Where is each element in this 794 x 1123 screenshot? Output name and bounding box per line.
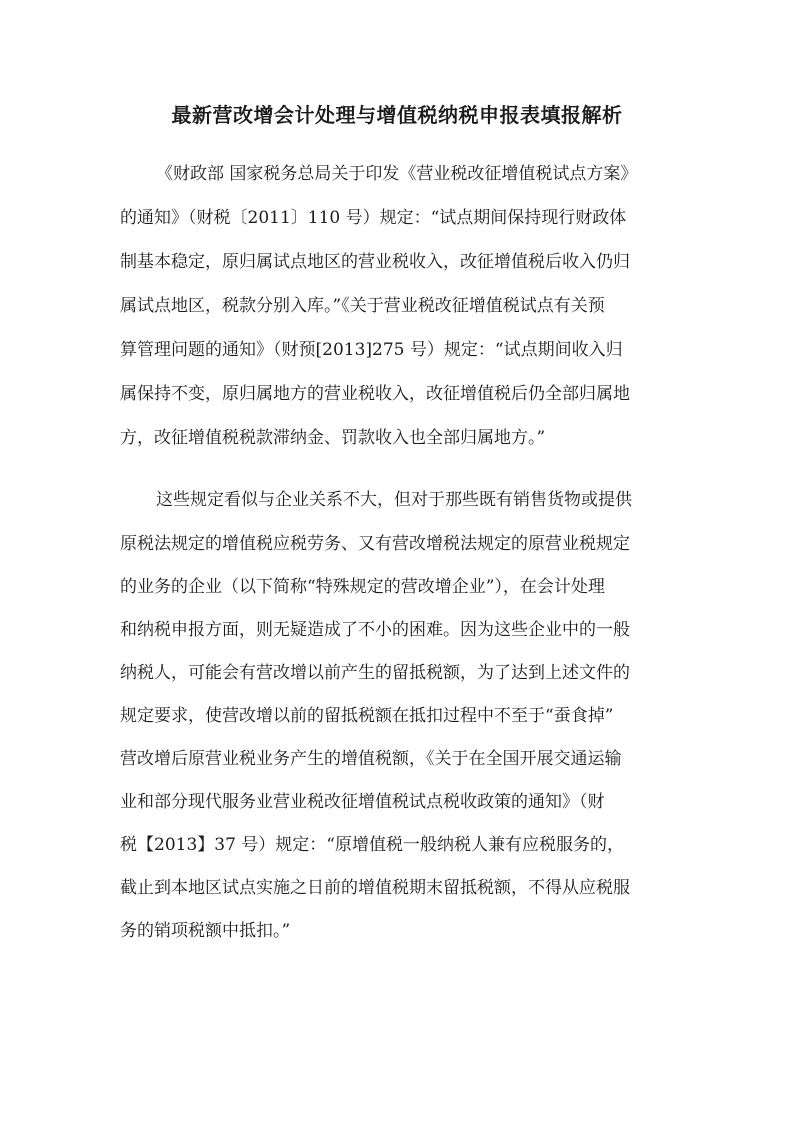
paragraph-2-line-2: 原税法规定的增值税应税劳务、又有营改增税法规定的原营业税规定: [120, 534, 630, 554]
paragraph-2-line-11: 务的销项税额中抵扣。”: [120, 921, 291, 941]
paragraph-2-line-1: 这些规定看似与企业关系不大，但对于那些既有销售货物或提供: [156, 490, 632, 510]
paragraph-2-line-4: 和纳税申报方面，则无疑造成了不小的困难。因为这些企业中的一般: [120, 620, 630, 640]
paragraph-1-line-7: 方，改征增值税税款滞纳金、罚款收入也全部归属地方。”: [120, 428, 546, 448]
document-title: 最新营改增会计处理与增值税纳税申报表填报解析: [171, 103, 623, 127]
paragraph-1-line-6: 属保持不变，原归属地方的营业税收入，改征增值税后仍全部归属地: [120, 384, 630, 404]
paragraph-1-line-2: 的通知》（财税〔2011〕110 号）规定：“试点期间保持现行财政体: [120, 208, 627, 228]
paragraph-2-line-7: 营改增后原营业税业务产生的增值税额，《关于在全国开展交通运输: [120, 749, 622, 769]
paragraph-2-line-3: 的业务的企业（以下简称“特殊规定的营改增企业”），在会计处理: [120, 577, 605, 597]
paragraph-2-line-10: 截止到本地区试点实施之日前的增值税期末留抵税额，不得从应税服: [120, 878, 630, 898]
paragraph-2-line-8: 业和部分现代服务业营业税改征增值税试点税收政策的通知》（财: [120, 792, 605, 812]
paragraph-1-line-3: 制基本稳定，原归属试点地区的营业税收入，改征增值税后收入仍归: [120, 252, 630, 272]
paragraph-1-line-1: 《财政部 国家税务总局关于印发《营业税改征增值税试点方案》: [156, 164, 638, 184]
paragraph-2-line-9: 税【2013】37 号）规定：“原增值税一般纳税人兼有应税服务的，: [120, 835, 624, 855]
paragraph-1-line-5: 算管理问题的通知》（财预[2013]275 号）规定：“试点期间收入归: [120, 340, 623, 360]
paragraph-2-line-5: 纳税人，可能会有营改增以前产生的留抵税额，为了达到上述文件的: [120, 663, 630, 683]
paragraph-1-line-4: 属试点地区，税款分别入库。”《关于营业税改征增值税试点有关预: [120, 296, 605, 316]
paragraph-2-line-6: 规定要求，使营改增以前的留抵税额在抵扣过程中不至于“蚕食掉”: [120, 706, 614, 726]
